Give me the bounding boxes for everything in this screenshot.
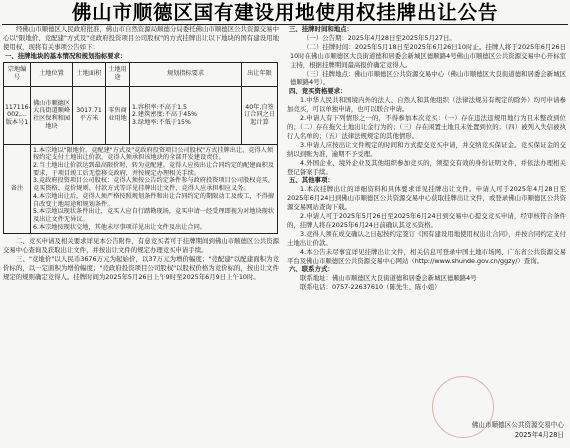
signature-org: 佛山市顺德区公共资源交易中心 xyxy=(471,421,564,429)
notes-cell xyxy=(31,144,278,234)
section-heading: 四、竞买资格要求： xyxy=(289,87,347,96)
section-paragraph: 1.本次挂牌出让的详细资料和具体要求详见挂牌出让文件。申请人可于2025年4月28日至2025年6月24日到佛山市顺德区公共资源交易中心获取挂牌出让文件，或登录佛山市顺德区公共资源交易网站查询下载。 xyxy=(287,185,566,212)
section-paragraph: 2.申请人可于2025年5月26日至2025年6月24日到交易中心提交竞买申请，经审核符合条件的，挂牌人将在2025年6月24日前确认其竞买资格。 xyxy=(287,212,566,229)
parcel-id-cell: 117116-002,...版本号1 xyxy=(4,86,31,144)
section-paragraph: 4.外国企业、境外企业及其他组织参加竞买的，须提交有效的身份证明文件，并依法办理相关登记备案手续。 xyxy=(287,158,566,176)
header-cell: 土地用途 xyxy=(106,62,130,86)
section-heading: 六、联系方式： xyxy=(289,265,334,274)
section-paragraph: 4.本公告未尽事宜详见挂牌出让文件，相关信息可登录中国土地市场网、广东省公共资源交易平台及佛山市顺德区公共资源交易中心网站（http://www.shunde.gov.cn/ggzy/）查询。 xyxy=(287,247,566,265)
intro-paragraph: 经佛山市顺德区人民政府批准，佛山市自然资源局顺德分局委托佛山市顺德区公共资源交易中心以"限地价、竞配建"方式及"竞政府投资项目公司股权"的方式挂牌出让以下地块的国有建设用地使用权，现将有关事项公告如下： xyxy=(3,25,279,51)
section-heading: 三、挂牌时间和地点： xyxy=(289,25,353,33)
header-cell: 宗地编号 xyxy=(4,62,31,86)
location-cell: 佛山市顺德区大良街道顺峰社区保利和园地块 xyxy=(31,86,73,144)
signature-date: 2025年4月28日 xyxy=(514,431,564,439)
header-cell: 土地位置 xyxy=(31,62,73,86)
section-paragraph: 3.竞得人须在成交确认之日起按约定签订《国有建设用地使用权出让合同》，并按合同约定支付土地出让价款。 xyxy=(287,229,566,247)
section-1-heading: 一、挂牌地块的基本情况和规划指标要求： xyxy=(5,51,127,60)
notes-text: 1.本宗地以"限地价、竞配建"方式及"竞政府投资项目公司股权"方式挂牌出让，竞得人须按约定支付土地出让价款，竞得人须承担该地块的全部开发建设责任。 2.当土地出让价款达到最高限价时，转为竞配建。竞得人应按出让合同约定的配建面积及要求，于项目竣工后无偿移交政府，并按规定办理相关手续。 3.竞政府投资项目公司股权：竞得人须按公告约定条件参与政府投资项目公司股权竞买，竞买资格、竞价规则、付款方式等详见挂牌出让文件，竞得人应承担相应义务。 4.本宗地出让后，竞得人须严格按照规划条件和出让合同约定的期限动工及竣工，不得擅自改变土地用途和规划条件。 5.本宗地以现状条件出让，竞买人应自行踏勘现场，竞买申请一经受理即视为对地块现状及出让文件无异议。 6.本宗地按现状交地，其他未尽事项详见出让文件及出让合同。 xyxy=(33,146,275,231)
left-paragraph: 二、竞买申请及相关要求详见本公告附件，有意竞买者可于挂牌期间到佛山市顺德区公共资源交易中心查询及获取出让文件，并按出让文件的规定办理竞买申请手续。 xyxy=(3,237,279,255)
section-paragraph: （三）挂牌地点：佛山市顺德区公共资源交易中心（佛山市顺德区大良街道德和居委会新城区德顺路4号）。 xyxy=(290,69,566,87)
land-table xyxy=(3,62,278,235)
section-paragraph: 联系电话：0757-22637610（陈先生、陈小姐） xyxy=(300,283,441,292)
requirements-cell xyxy=(130,86,242,144)
table-header-row xyxy=(4,62,278,86)
section-paragraph: 联系地址：佛山市顺德区大良街道德和居委会新城区德顺路4号 xyxy=(300,274,477,283)
section-paragraph: （一）公告期：2025年4月28日至2025年5月27日。 xyxy=(303,33,456,42)
header-cell: 出让年限 xyxy=(242,62,278,86)
left-after-sections xyxy=(3,237,279,282)
header-cell: 规划指标要求 xyxy=(130,62,242,86)
table-row xyxy=(4,86,278,144)
right-column xyxy=(287,25,566,447)
notes-row xyxy=(4,144,278,234)
notice-title: 佛山市顺德区国有建设用地使用权挂牌出让公告 xyxy=(71,1,499,24)
notes-label-cell: 备注 xyxy=(4,144,31,234)
section-paragraph: 2.申请人有下列情形之一的，不得参加本次竞买：（一）存在违法违规用地行为且未整改到位的；（二）存在拖欠土地出让金行为的；（三）存在闲置土地且未处置到位的；（四）被列入失信被执行人名单的；（五）法律法规规定的其他情形。 xyxy=(287,114,566,140)
section-paragraph: 1.中华人民共和国境内外的法人、自然人和其他组织（法律法规另有规定的除外）均可申请参加竞买，可以单独申请，也可以联合申请。 xyxy=(287,96,566,114)
left-column xyxy=(3,25,279,421)
area-cell: 3017.71平方米 xyxy=(73,86,106,144)
header-cell: 土地面积 xyxy=(73,62,106,86)
section-paragraph: 3.申请人应按出让文件规定的时间和方式提交竞买申请，并交纳竞买保证金。竞买保证金的交纳以到账为准，逾期不予受理。 xyxy=(287,140,566,158)
use-cell: 零售商业用地 xyxy=(106,86,130,144)
section-paragraph: （二）挂牌时间：2025年5月18日至2025年6月26日10时止。挂牌人将于2025年6月26日10时在佛山市顺德区大良街道德和居委会新城区德顺路4号佛山市顺德区公共资源交易中心开标室主持，根据挂牌期间最高报价确定竞得人。 xyxy=(290,42,566,69)
term-cell: 40年,自签订合同之日起计算 xyxy=(242,86,278,144)
requirements-text: 1.容积率:不高于1.5 2.建筑密度:不高于45% 3.绿地率:不低于15% xyxy=(132,103,198,126)
left-paragraph: 三、"竞地价"以人民币3676万元为起始价，以37万元为增价幅度；"竞配建"以配建面积为竞价标的，以一定面积为增价幅度；"竞政府投资项目公司股权"以股权价格为竞价标的，按出让文件规定的规则确定竞得人。挂牌时间为2025年5月26日上午9时至2025年6月9日上午10时。 xyxy=(3,255,279,281)
section-heading: 五、其他事项： xyxy=(289,176,334,185)
